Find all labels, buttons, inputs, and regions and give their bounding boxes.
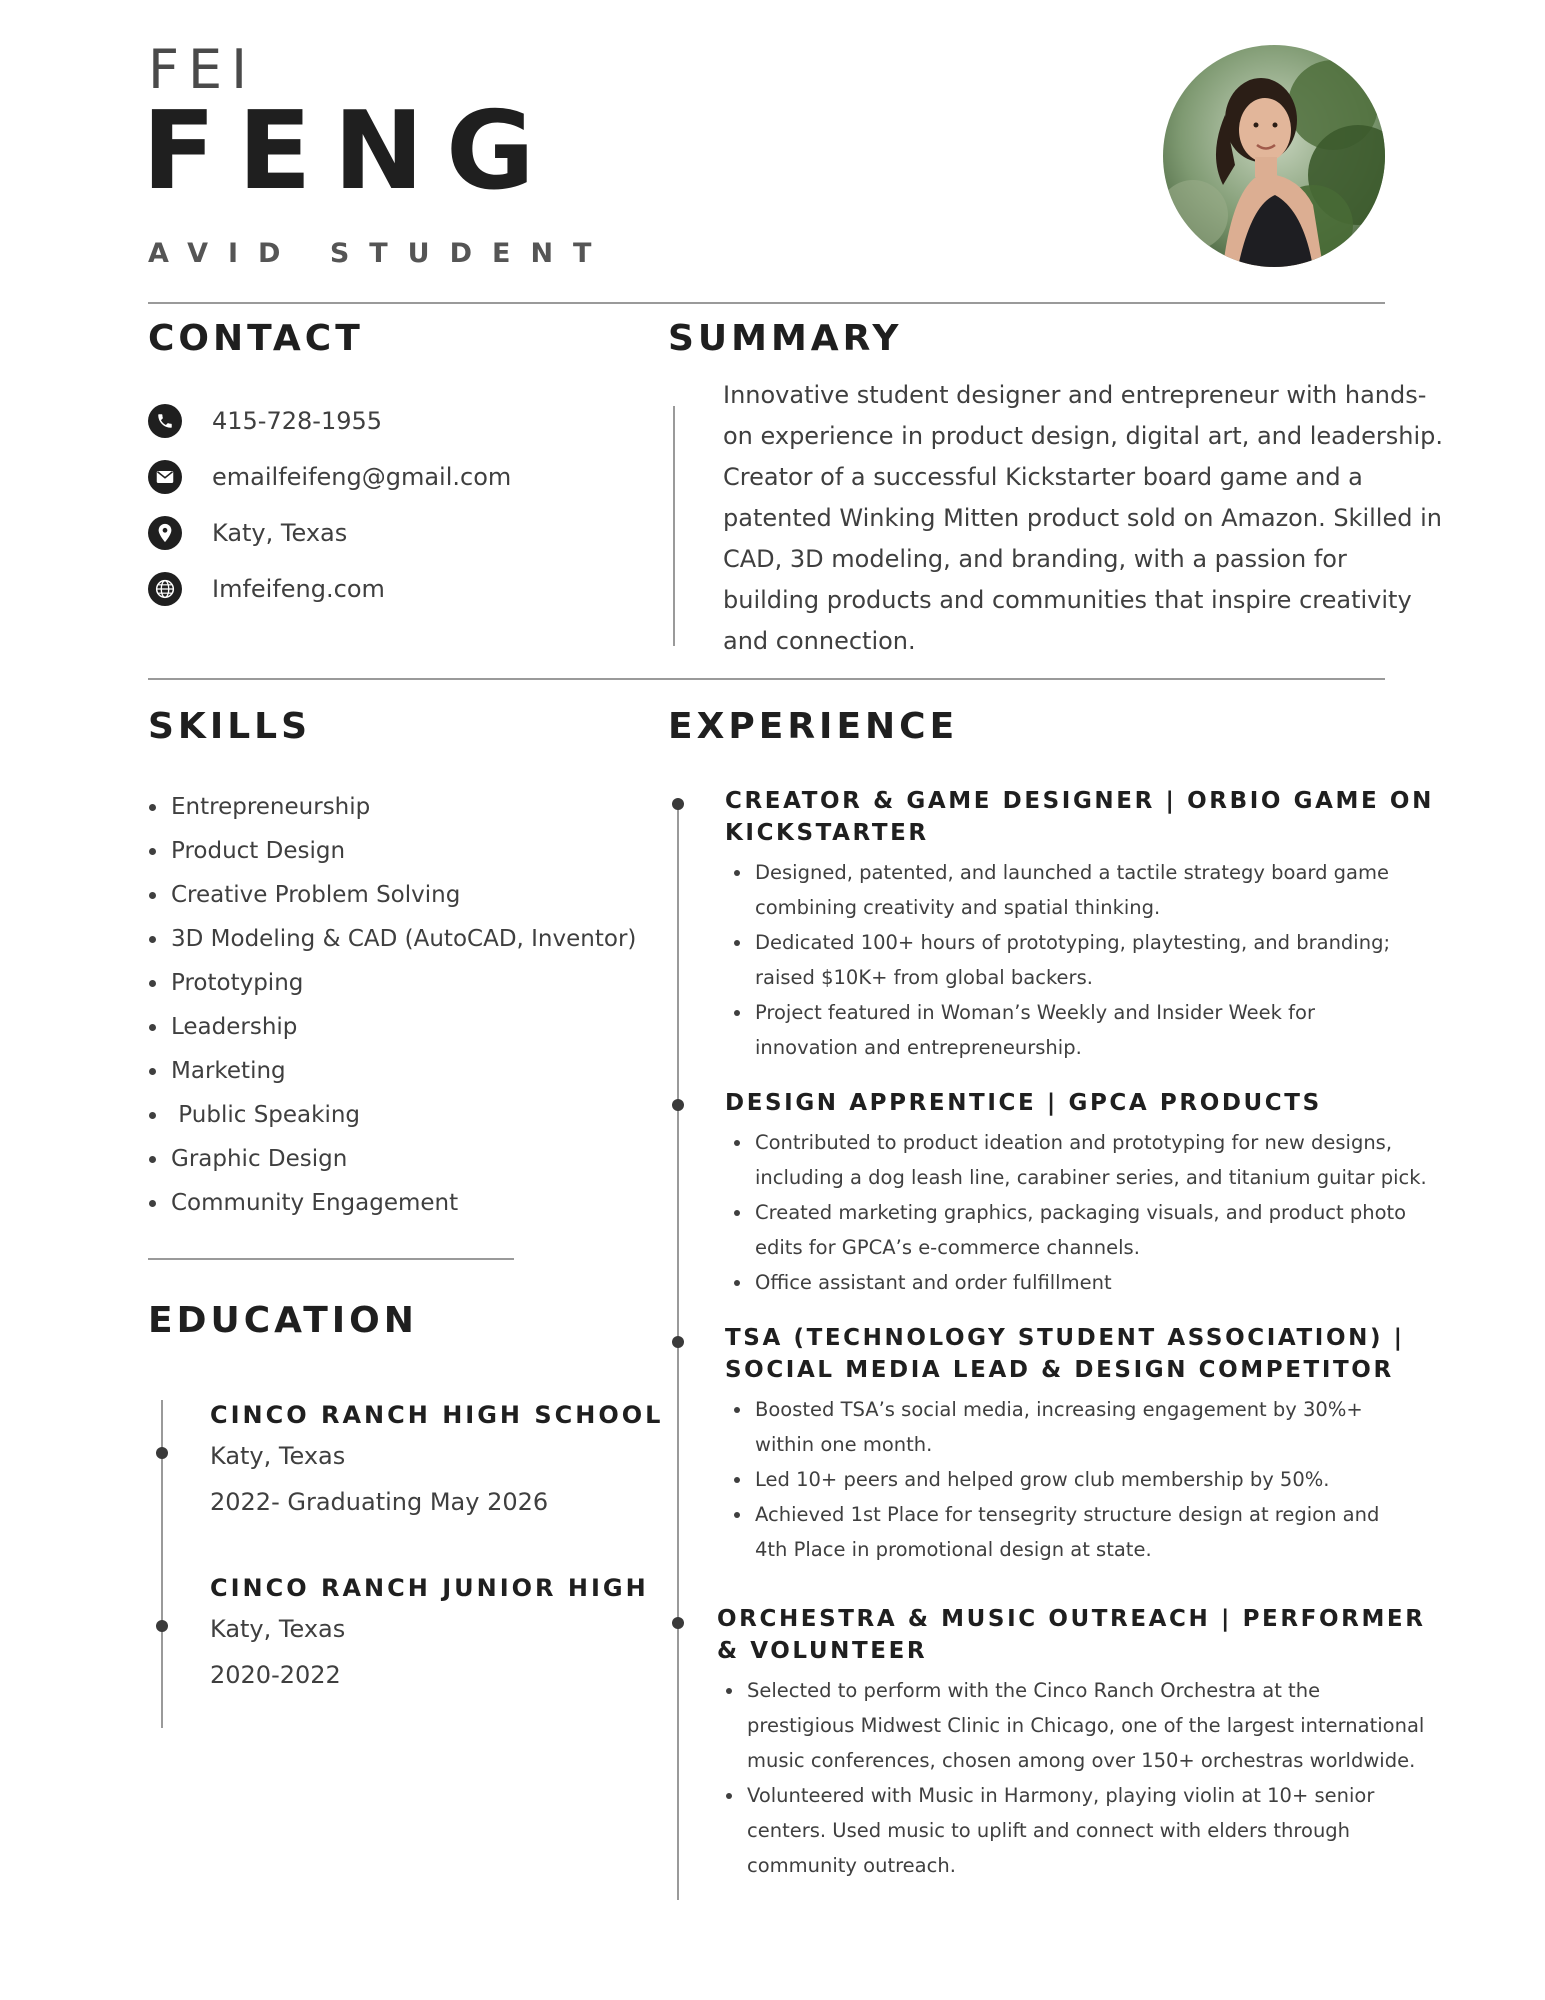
job-bullets [725,1125,1485,1300]
tagline: AVID STUDENT [148,238,612,269]
last-name: FENG [142,89,557,214]
timeline-dot [156,1620,168,1632]
skill-item: • Entrepreneurship [169,792,636,836]
job-bullet: • Volunteered with Music in Harmony, playing violin at 10+ senior centers. Used music to uplift and connect with elders through community outreach. [745,1778,1487,1883]
job-title-line: CREATOR & GAME DESIGNER | ORBIO GAME ON [725,788,1434,814]
contact-website [148,572,385,606]
experience-entry [725,1322,1465,1567]
skill-item: • Prototyping [169,968,636,1012]
job-bullet: • Led 10+ peers and helped grow club membership by 50%. [753,1462,1465,1497]
timeline-dot [672,798,684,810]
website: Imfeifeng.com [212,575,385,603]
profile-photo [1163,45,1385,267]
contact-title: CONTACT [148,318,364,359]
summary-line [673,406,675,646]
experience-entry [725,785,1465,1065]
job-title-line: SOCIAL MEDIA LEAD & DESIGN COMPETITOR [725,1357,1394,1383]
job-bullet: • Created marketing graphics, packaging visuals, and product photo edits for GPCA’s e-commerce channels. [753,1195,1485,1265]
job-title-line: DESIGN APPRENTICE | GPCA PRODUCTS [725,1090,1322,1116]
education-school: CINCO RANCH JUNIOR HIGH [210,1574,649,1602]
education-dates: 2022- Graduating May 2026 [210,1488,549,1516]
job-bullet: • Dedicated 100+ hours of prototyping, playtesting, and branding; raised $10K+ from global backers. [753,925,1465,995]
job-bullets [717,1673,1487,1883]
timeline-dot [672,1617,684,1629]
education-title: EDUCATION [148,1300,418,1341]
skill-item: • Product Design [169,836,636,880]
job-bullet: • Office assistant and order fulfillment [753,1265,1485,1300]
job-bullets [725,855,1465,1065]
job-bullets [725,1392,1465,1567]
section-divider [148,678,1385,680]
job-bullet: • Contributed to product ideation and prototyping for new designs, including a dog leash line, carabiner series, and titanium guitar pick. [753,1125,1485,1195]
header-divider [148,302,1385,304]
contact-email [148,460,511,494]
contact-location [148,516,347,550]
skills-divider [148,1258,514,1260]
skills-title: SKILLS [148,706,312,747]
job-title-line: TSA (TECHNOLOGY STUDENT ASSOCIATION) | [725,1325,1405,1351]
timeline-dot [156,1447,168,1459]
skill-item: • Public Speaking [169,1100,636,1144]
job-title-line: KICKSTARTER [725,820,929,846]
location: Katy, Texas [212,519,348,547]
education-dates: 2020-2022 [210,1661,341,1689]
skills-list [148,792,636,1232]
contact-phone [148,404,382,438]
summary-text: Innovative student designer and entrepreneur with hands-on experience in product design, digital art, and leadership. Creator of a successful Kickstarter board game and a patented Winking Mitten product sold on Amazon. Skilled in CAD, 3D modeling, and branding, with a passion for building products and communities that inspire creativity and connection. [723,381,1443,655]
skill-item: • Leadership [169,1012,636,1056]
education-school: CINCO RANCH HIGH SCHOOL [210,1401,664,1429]
location-icon [148,516,182,550]
skill-item: • Community Engagement [169,1188,636,1232]
email-icon [148,460,182,494]
skill-item: • Graphic Design [169,1144,636,1188]
job-bullet: • Achieved 1st Place for tensegrity structure design at region and 4th Place in promotional design at state. [753,1497,1465,1567]
timeline-dot [672,1099,684,1111]
experience-title: EXPERIENCE [668,706,959,747]
globe-icon [148,572,182,606]
job-title-line: & VOLUNTEER [717,1638,928,1664]
job-title [725,1322,1465,1386]
experience-entry [717,1603,1487,1883]
timeline-dot [672,1336,684,1348]
phone-number: 415-728-1955 [212,407,383,435]
experience-timeline [677,800,679,1900]
education-location: Katy, Texas [210,1615,346,1643]
job-title [717,1603,1487,1667]
skill-item: • 3D Modeling & CAD (AutoCAD, Inventor) [169,924,636,968]
summary-title: SUMMARY [668,318,903,359]
experience-entry [725,1087,1485,1300]
phone-icon [148,404,182,438]
job-bullet: • Boosted TSA’s social media, increasing engagement by 30%+ within one month. [753,1392,1465,1462]
job-bullet: • Designed, patented, and launched a tactile strategy board game combining creativity and spatial thinking. [753,855,1465,925]
job-title [725,785,1465,849]
job-bullet: • Project featured in Woman’s Weekly and Insider Week for innovation and entrepreneurship. [753,995,1465,1065]
job-title-line: ORCHESTRA & MUSIC OUTREACH | PERFORMER [717,1606,1426,1632]
skill-item: • Creative Problem Solving [169,880,636,924]
job-bullet: • Selected to perform with the Cinco Ranch Orchestra at the prestigious Midwest Clinic in Chicago, one of the largest international music conferences, chosen among over 150+ orchestras worldwide. [745,1673,1487,1778]
email-address: emailfeifeng@gmail.com [212,463,512,491]
skill-item: • Marketing [169,1056,636,1100]
first-name: FEI [148,38,257,101]
education-location: Katy, Texas [210,1442,346,1470]
job-title [725,1087,1485,1119]
